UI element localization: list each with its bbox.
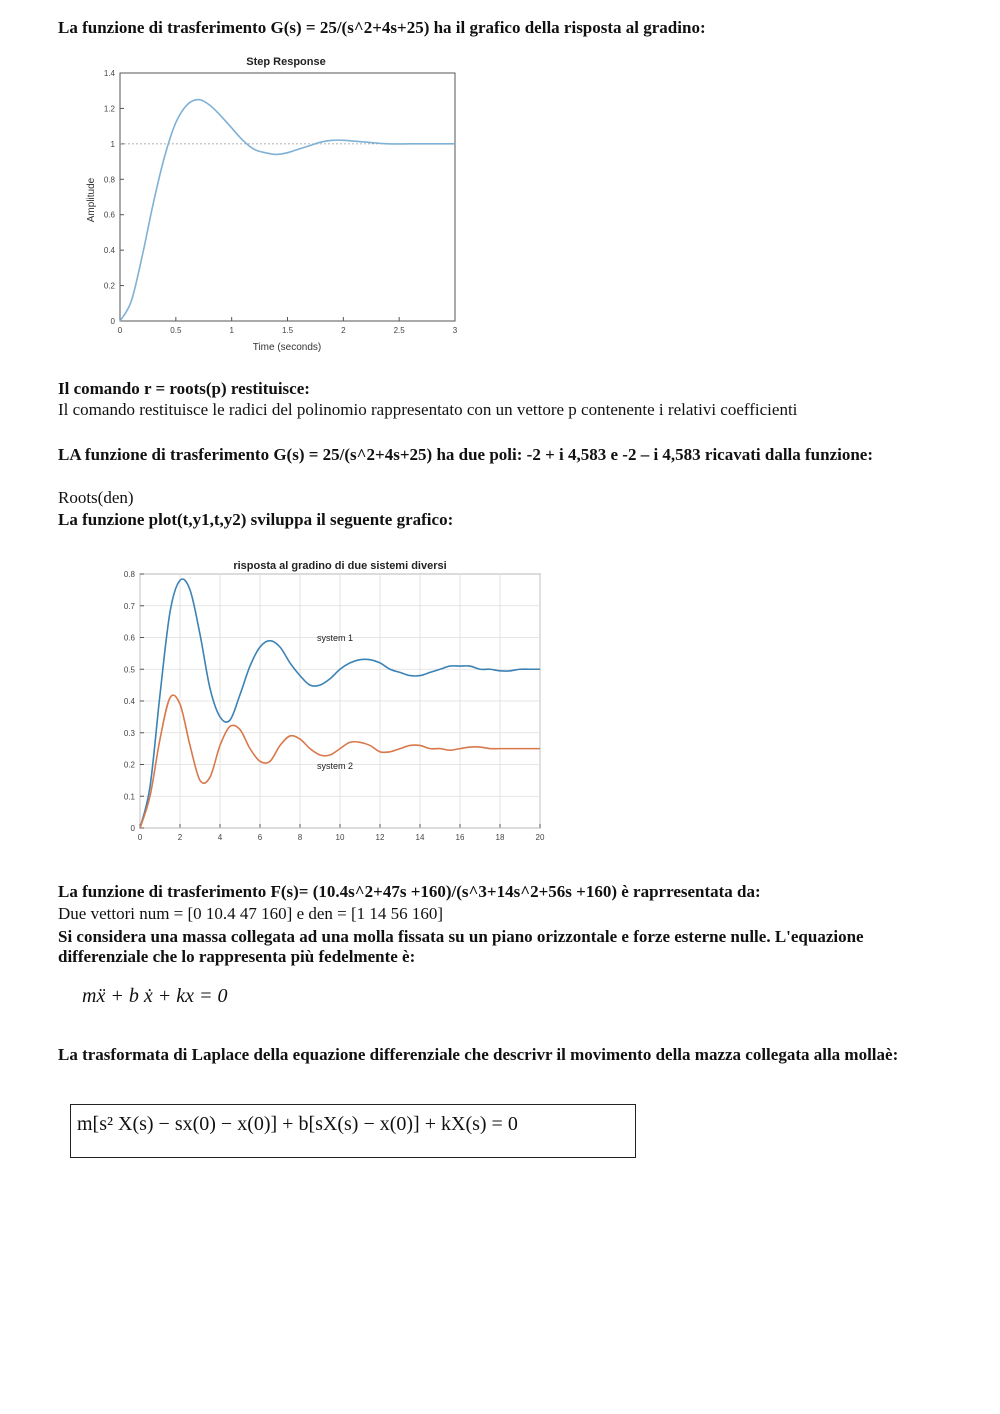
chart1-ytick-label: 1 [110, 139, 115, 149]
chart2-ytick-label: 0.8 [123, 570, 135, 579]
chart2-xtick-label: 4 [217, 833, 223, 842]
q4-heading: La funzione plot(t,y1,t,y2) sviluppa il seguente grafico: [58, 510, 454, 529]
q2-answer: Il comando restituisce le radici del polinomio rappresentato con un vettore p contenente i relativi coefficienti [58, 400, 798, 419]
chart2-ytick-label: 0.5 [123, 665, 135, 675]
chart1-ytick-label: 1.2 [103, 104, 115, 114]
chart2-xtick-label: 10 [335, 833, 345, 842]
chart1-ytick-label: 1.4 [103, 69, 115, 78]
chart2-xtick-label: 2 [177, 833, 183, 842]
chart2-xtick-label: 6 [257, 833, 263, 842]
chart1-xtick-label: 0.5 [170, 326, 182, 335]
chart1-ylabel: Amplitude [86, 177, 97, 223]
q7-heading: La trasformata di Laplace della equazione differenziale che descrivr il movimento della mazza collegata alla mollaè: [58, 1045, 899, 1064]
chart2-ytick-label: 0.3 [123, 728, 135, 738]
chart2-ytick-label: 0.1 [123, 792, 135, 802]
chart1-xlabel: Time (seconds) [252, 342, 322, 353]
q3-answer: Roots(den) [58, 488, 134, 507]
chart1-ytick-label: 0.2 [103, 281, 115, 291]
chart2-annotation-system1: system 1 [317, 633, 354, 643]
q3-heading: LA funzione di trasferimento G(s) = 25/(s^2+4s+25) ha due poli: -2 + i 4,583 e -2 – i 4,583 ricavati dalla funzione: [58, 445, 874, 464]
chart2-xtick-label: 8 [297, 833, 303, 842]
chart2-xtick-label: 16 [455, 833, 465, 842]
q1-heading: La funzione di trasferimento G(s) = 25/(s^2+4s+25) ha il grafico della risposta al gradino: [58, 18, 706, 37]
q6-equation: mẍ + b ẋ + kx = 0 [82, 985, 228, 1007]
laplace-equation-box [70, 1104, 636, 1158]
chart2-xtick-label: 18 [495, 833, 505, 842]
chart1-title: Step Response [246, 56, 326, 68]
chart2-ytick-label: 0.7 [123, 601, 135, 611]
q7-equation: m[s² X(s) − sx(0) − x(0)] + b[sX(s) − x(0)] + kX(s) = 0 [77, 1113, 518, 1135]
chart1-xtick-label: 1 [229, 326, 234, 335]
q5-answer: Due vettori num = [0 10.4 47 160] e den = [1 14 56 160] [58, 904, 444, 923]
chart2-annotation-system2: system 2 [317, 761, 354, 771]
q6-heading: Si considera una massa collegata ad una molla fissata su un piano orizzontale e forze esterne nulle. L'equazione differenziale che lo rappresenta più fedelmente è: [58, 927, 864, 966]
chart2-ytick-label: 0.4 [123, 697, 135, 706]
chart2-xtick-label: 20 [535, 833, 545, 842]
chart1-ytick-label: 0 [110, 317, 115, 326]
chart2-ytick-label: 0.2 [123, 760, 135, 770]
chart1-xtick-label: 0 [117, 326, 123, 335]
two-systems-chart [105, 552, 555, 852]
chart1-xtick-label: 2 [341, 326, 346, 335]
chart1-xtick-label: 1.5 [281, 326, 294, 335]
q5-heading: La funzione di trasferimento F(s)= (10.4s^2+47s +160)/(s^3+14s^2+56s +160) è raprresentata da: [58, 882, 761, 901]
q2-heading: Il comando r = roots(p) restituisce: [58, 379, 310, 398]
chart1-xtick-label: 2.5 [393, 326, 405, 335]
chart1-ytick-label: 0.6 [103, 210, 115, 220]
chart2-ytick-label: 0 [130, 824, 135, 833]
chart2-ytick-label: 0.6 [123, 633, 135, 643]
chart2-title: risposta al gradino di due sistemi diversi [233, 560, 447, 572]
chart1-ytick-label: 0.8 [103, 175, 115, 185]
chart1-xtick-label: 3 [452, 326, 458, 335]
step-response-chart [80, 48, 480, 358]
chart2-xtick-label: 0 [137, 833, 143, 842]
chart2-xtick-label: 12 [375, 833, 385, 842]
chart1-plot-area [120, 73, 455, 321]
chart1-ytick-label: 0.4 [103, 246, 115, 256]
chart2-xtick-label: 14 [415, 833, 425, 842]
